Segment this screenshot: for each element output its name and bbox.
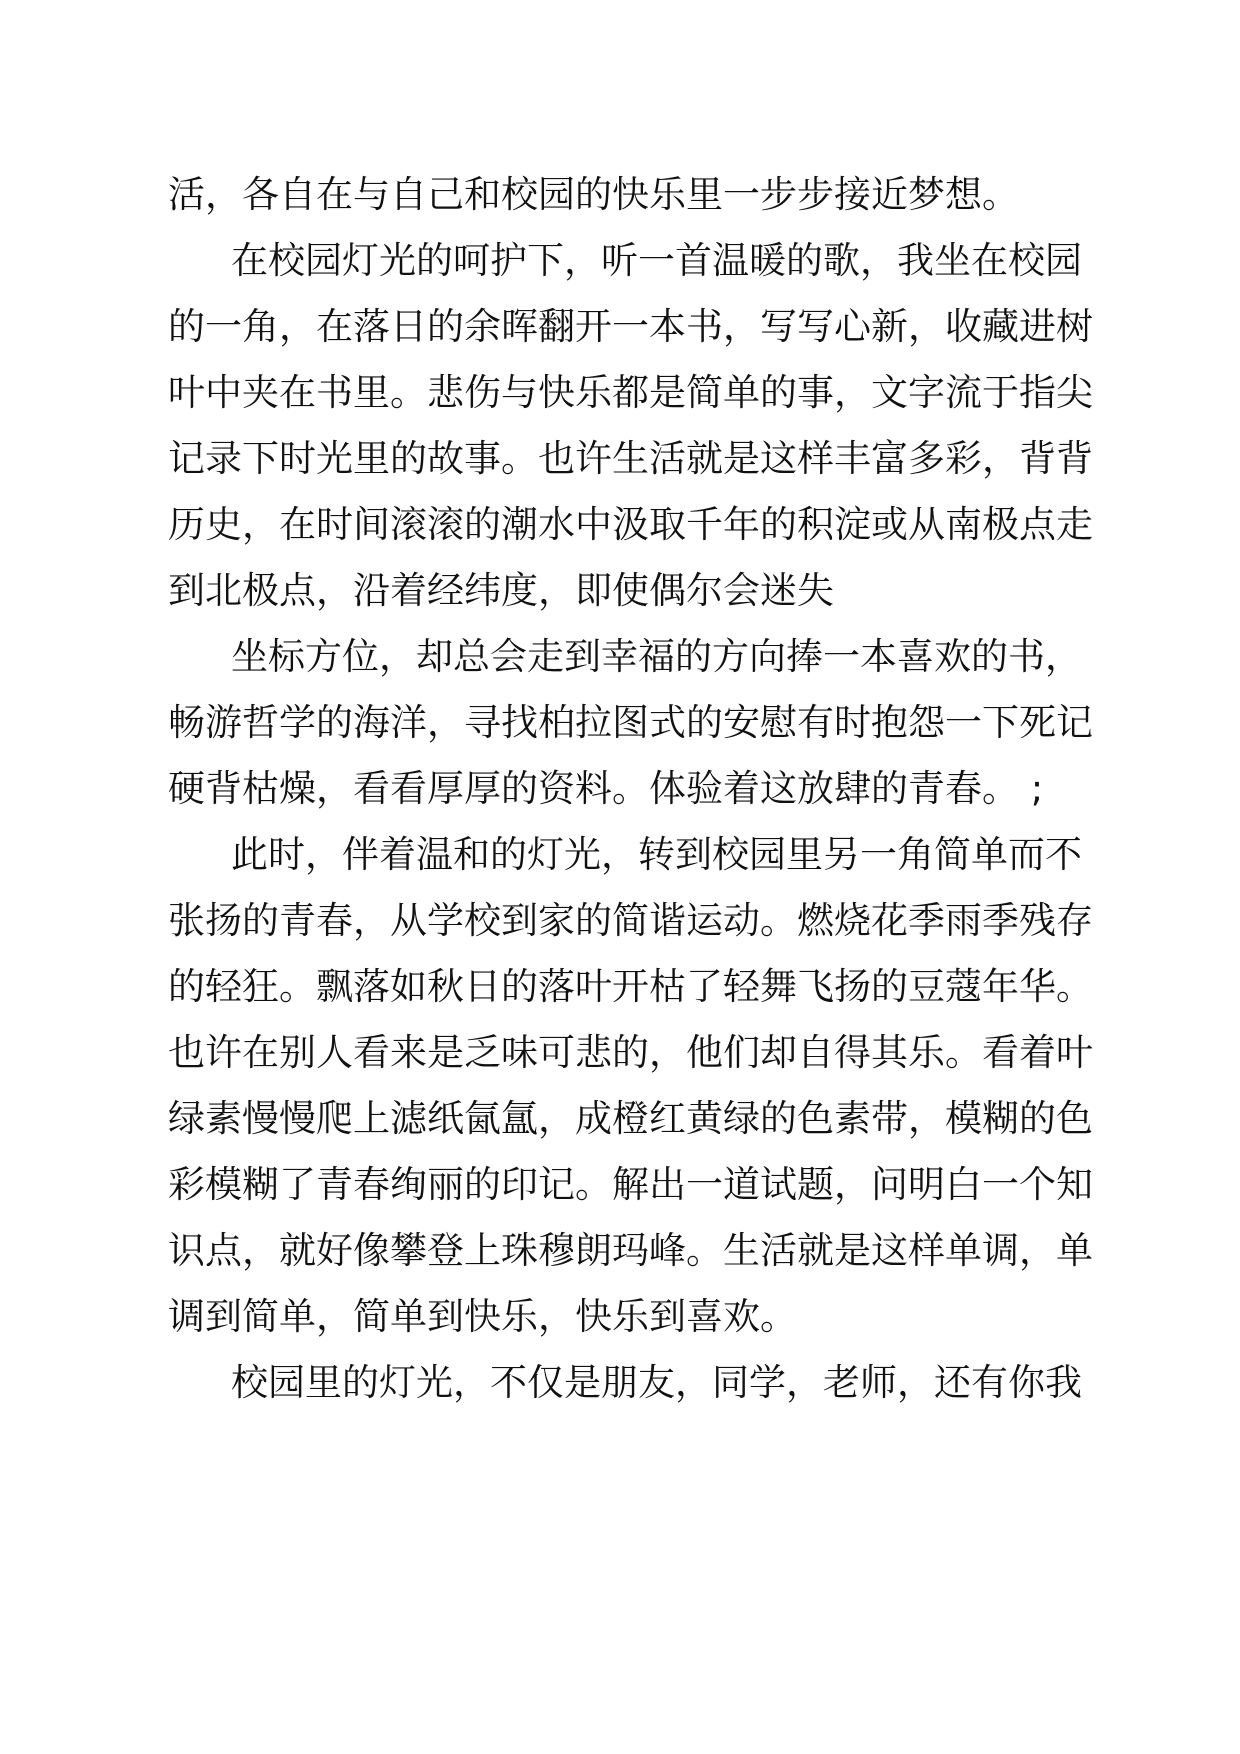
text-line-19: 校园里的灯光，不仅是朋友，同学，老师，还有你我 bbox=[231, 1361, 1082, 1404]
text-line-4: 叶中夹在书里。悲伤与快乐都是简单的事，文字流于指尖 bbox=[168, 371, 1093, 414]
text-line-15: 绿素慢慢爬上滤纸氤氲，成橙红黄绿的色素带，模糊的色 bbox=[168, 1097, 1093, 1140]
text-line-9: 畅游哲学的海洋，寻找柏拉图式的安慰有时抱怨一下死记 bbox=[168, 701, 1093, 744]
text-line-8: 坐标方位，却总会走到幸福的方向捧一本喜欢的书， bbox=[231, 635, 1082, 678]
text-line-7: 到北极点，沿着经纬度，即使偶尔会迷失 bbox=[168, 569, 834, 612]
text-line-3: 的一角，在落日的余晖翻开一本书，写写心新，收藏进树 bbox=[168, 305, 1093, 348]
text-line-14: 也许在别人看来是乏味可悲的，他们却自得其乐。看着叶 bbox=[168, 1031, 1093, 1074]
text-line-10: 硬背枯燥，看看厚厚的资料。体验着这放肆的青春。 ; bbox=[168, 767, 1044, 810]
text-line-11: 此时，伴着温和的灯光，转到校园里另一角简单而不 bbox=[231, 833, 1082, 876]
text-line-1: 活，各自在与自己和校园的快乐里一步步接近梦想。 bbox=[168, 173, 1019, 216]
text-line-5: 记录下时光里的故事。也许生活就是这样丰富多彩，背背 bbox=[168, 437, 1093, 480]
text-line-18: 调到简单，简单到快乐，快乐到喜欢。 bbox=[168, 1295, 797, 1338]
text-line-6: 历史，在时间滚滚的潮水中汲取千年的积淀或从南极点走 bbox=[168, 503, 1093, 546]
text-line-16: 彩模糊了青春绚丽的印记。解出一道试题，问明白一个知 bbox=[168, 1163, 1093, 1206]
text-line-2: 在校园灯光的呵护下，听一首温暖的歌，我坐在校园 bbox=[231, 239, 1082, 282]
text-line-13: 的轻狂。飘落如秋日的落叶开枯了轻舞飞扬的豆蔻年华。 bbox=[168, 965, 1093, 1008]
text-line-17: 识点，就好像攀登上珠穆朗玛峰。生活就是这样单调，单 bbox=[168, 1229, 1093, 1272]
text-line-12: 张扬的青春，从学校到家的简谐运动。燃烧花季雨季残存 bbox=[168, 899, 1093, 942]
